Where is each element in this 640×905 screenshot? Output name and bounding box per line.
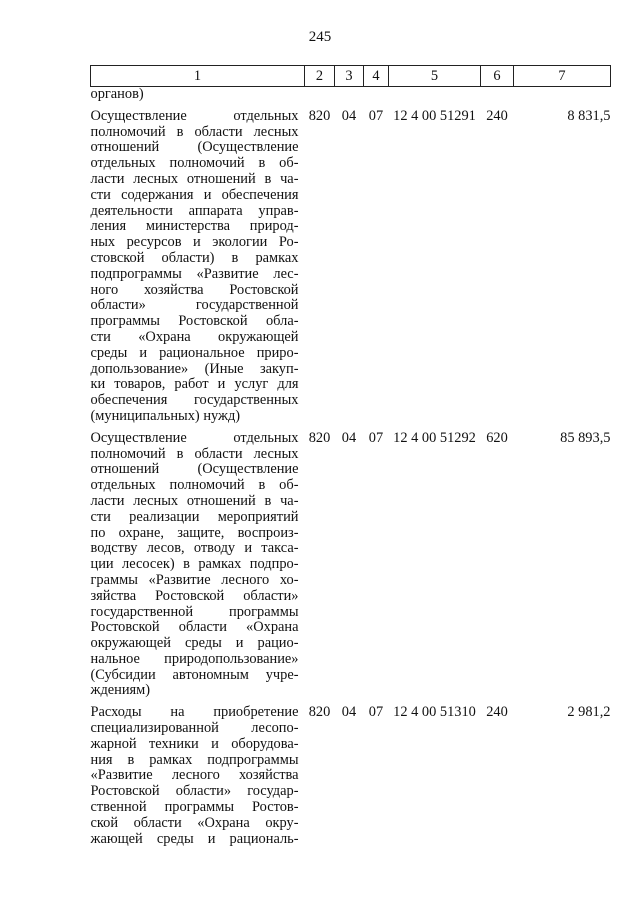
description-line: сти «Охрана окружающей [90, 328, 299, 345]
row-description [91, 87, 305, 103]
description-line: отношений (Осуществление [90, 139, 299, 156]
section-code: 04 [341, 107, 357, 124]
column-header: 4 [364, 66, 389, 87]
description-line: ки товаров, работ и услуг для [90, 376, 299, 393]
row-description [91, 103, 305, 425]
description-line: ственной программы Ростов- [90, 799, 299, 816]
description-line: Осуществление отдельных [90, 429, 299, 446]
table-header-row [91, 66, 611, 87]
description-line: обеспечения государственных [90, 392, 299, 409]
description-line: нальное природопользование» [90, 650, 299, 667]
description-line: ской области «Охрана окру- [90, 814, 299, 831]
amount: 85 893,5 [560, 429, 611, 446]
ministry-code: 820 [308, 107, 331, 124]
description-line: Ростовской области «Охрана [90, 619, 299, 636]
expense-type-code [481, 87, 514, 103]
target-article-code: 12 4 00 51291 [393, 107, 476, 124]
description-line: сти реализации мероприятий [90, 508, 299, 525]
target-article-code [389, 87, 481, 103]
table-body [91, 87, 611, 848]
subsection-code [364, 87, 389, 103]
description-line: программы Ростовской обла- [90, 313, 299, 330]
description-line: Расходы на приобретение [90, 704, 299, 721]
table-row [91, 103, 611, 425]
description-line: Ростовской области» государ- [90, 783, 299, 800]
description-line: среды и рациональное приро- [90, 344, 299, 361]
subsection-code: 07 [368, 704, 384, 721]
expense-type-code: 240 [486, 107, 508, 124]
expense-type-code: 240 [486, 704, 508, 721]
description-line: отдельных полномочий в об- [90, 155, 299, 172]
description-line: полномочий в области лесных [90, 123, 299, 140]
description-line: ции лесосек) в рамках подпро- [90, 556, 299, 573]
ministry-code: 820 [308, 704, 331, 721]
description-line: зяйства Ростовской области» [90, 587, 299, 604]
description-line: сти содержания и обеспечения [90, 186, 299, 203]
description-line: ных ресурсов и экологии Ро- [90, 234, 299, 251]
column-header: 6 [481, 66, 514, 87]
description-line: специализированной лесопо- [90, 720, 299, 737]
description-line: ния в рамках подпрограммы [90, 751, 299, 768]
table-row [91, 699, 611, 847]
description-line: водству лесов, отводу и такса- [90, 540, 299, 557]
description-line: «Развитие лесного хозяйства [90, 767, 299, 784]
column-header: 2 [305, 66, 335, 87]
expense-type-code: 620 [486, 429, 508, 446]
section-code: 04 [341, 704, 357, 721]
amount: 8 831,5 [567, 107, 611, 124]
description-line: ного хозяйства Ростовской [90, 281, 299, 298]
target-article-code: 12 4 00 51292 [393, 429, 476, 446]
ministry-code: 820 [308, 429, 331, 446]
description-line: стовской области) в рамках [90, 249, 299, 266]
table-row [91, 87, 611, 103]
description-line: полномочий в области лесных [90, 445, 299, 462]
row-description [91, 699, 305, 847]
description-line: государственной программы [90, 603, 299, 620]
table-row [91, 425, 611, 700]
description-line: ления министерства природ- [90, 218, 299, 235]
subsection-code: 07 [368, 429, 384, 446]
description-line: жарной техники и оборудова- [90, 735, 299, 752]
column-header: 3 [335, 66, 364, 87]
description-line: окружающей среды и рацио- [90, 635, 299, 652]
description-line: отдельных полномочий в об- [90, 477, 299, 494]
description-line: деятельности аппарата управ- [90, 202, 299, 219]
description-line: ласти лесных отношений в ча- [90, 170, 299, 187]
description-line: ждениям) [90, 682, 151, 699]
description-line: органов) [90, 86, 144, 102]
description-line: граммы «Развитие лесного хо- [90, 571, 299, 588]
description-line: по охране, защите, воспроиз- [90, 524, 299, 541]
description-line: (муниципальных) нужд) [90, 407, 241, 424]
description-line: Осуществление отдельных [90, 107, 299, 124]
ministry-code [305, 87, 335, 103]
page-number: 245 [308, 29, 332, 45]
subsection-code: 07 [368, 107, 384, 124]
description-line: отношений (Осуществление [90, 461, 299, 478]
target-article-code: 12 4 00 51310 [393, 704, 476, 721]
column-header: 7 [514, 66, 611, 87]
description-line: подпрограммы «Развитие лес- [90, 265, 299, 282]
description-line: ласти лесных отношений в ча- [90, 492, 299, 509]
amount: 2 981,2 [567, 704, 611, 721]
description-line: жающей среды и рациональ- [90, 830, 299, 847]
column-header: 1 [91, 66, 305, 87]
description-line: области» государственной [90, 297, 299, 314]
column-header: 5 [389, 66, 481, 87]
section-code: 04 [341, 429, 357, 446]
section-code [335, 87, 364, 103]
amount [514, 87, 611, 103]
row-description [91, 425, 305, 700]
description-line: (Субсидии автономным учре- [90, 666, 299, 683]
description-line: допользование» (Иные закуп- [90, 360, 299, 377]
budget-table [90, 65, 611, 847]
